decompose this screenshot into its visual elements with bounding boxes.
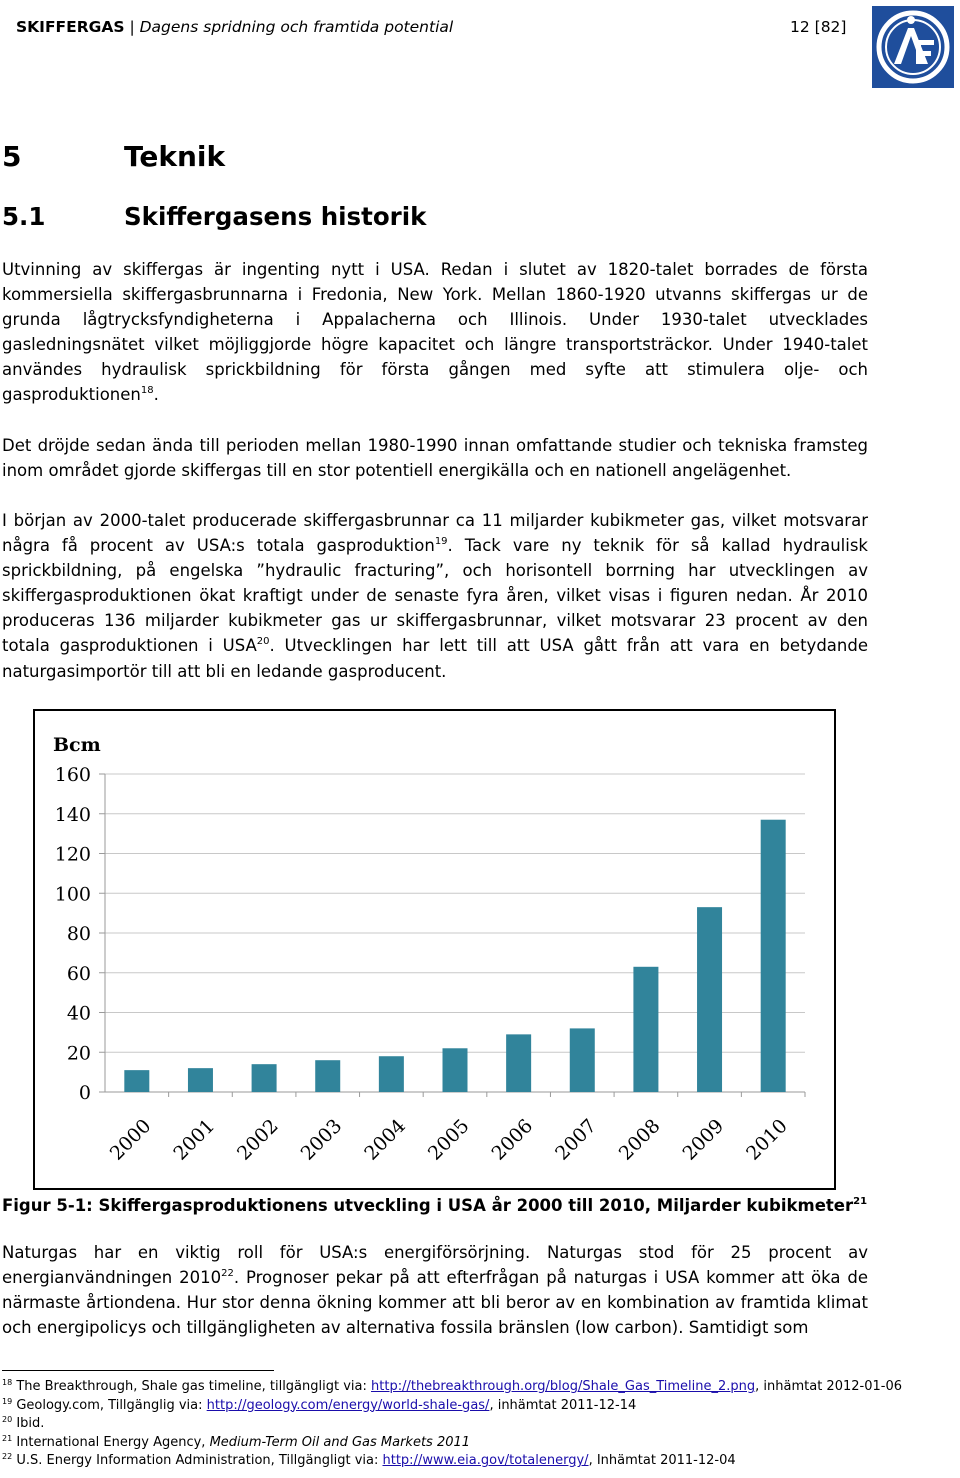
y-tick-label: 100	[54, 883, 91, 906]
paragraph-end: .	[153, 385, 159, 405]
x-tick-label: 2008	[614, 1114, 665, 1165]
bar-2007	[570, 1028, 595, 1092]
footnote-date: , inhämtat 2012-01-06	[755, 1379, 902, 1394]
x-tick-label: 2004	[360, 1114, 410, 1165]
bar-2006	[506, 1034, 531, 1092]
x-tick-label: 2007	[551, 1114, 601, 1165]
footnote-22	[2, 1452, 952, 1471]
x-tick-label: 2001	[169, 1114, 220, 1165]
x-tick-label: 2005	[423, 1114, 474, 1165]
bar-2002	[252, 1064, 277, 1092]
organization-logo	[872, 6, 954, 88]
footnote-title: Medium-Term Oil and Gas Markets 2011	[209, 1434, 471, 1450]
bar-2001	[188, 1068, 213, 1092]
footnote-link[interactable]: http://thebreakthrough.org/blog/Shale_Gas_Timeline_2.png	[371, 1379, 756, 1394]
footnote-text: U.S. Energy Information Administration, Tillgängligt via:	[16, 1453, 383, 1469]
footnote-18	[2, 1378, 952, 1397]
footnote-ref: 21	[853, 1196, 868, 1207]
y-tick-label: 160	[54, 764, 91, 786]
footnote-date: , Inhämtat 2011-12-04	[588, 1453, 736, 1469]
paragraph-demand	[2, 1240, 868, 1340]
x-tick-label: 2006	[487, 1114, 538, 1165]
footnote-text: The Breakthrough, Shale gas timeline, tillgängligt via:	[16, 1379, 372, 1394]
footnote-text: Geology.com, Tillgänglig via:	[16, 1397, 207, 1413]
footnotes	[2, 1378, 952, 1471]
x-tick-label: 2000	[105, 1114, 156, 1165]
subsection-heading	[2, 202, 426, 231]
bar-chart	[35, 711, 834, 1188]
paragraph-text: Naturgas har en viktig roll för USA:s energiförsörjning. Naturgas stod för 25 procent av energianvändningen 2010	[2, 1243, 868, 1288]
footnote-ref: 18	[140, 385, 154, 397]
paragraph-text: Det dröjde sedan ända till perioden mellan 1980-1990 innan omfattande studier och tekniska framsteg inom området gjorde skiffergas till en stor potentiell energikälla och en nationell angelägenhet.	[2, 436, 868, 481]
subsection-title: Skiffergasens historik	[124, 202, 427, 231]
x-tick-label: 2002	[232, 1114, 283, 1165]
section-heading	[2, 140, 225, 173]
footnote-21	[2, 1434, 952, 1453]
section-number: 5	[2, 140, 22, 173]
header-subtitle: Dagens spridning och framtida potential	[139, 18, 454, 36]
page-number: 12 [82]	[790, 18, 847, 36]
bar-2000	[124, 1070, 149, 1092]
paragraph-text: . Tack vare ny teknik för så kallad hydraulisk sprickbildning, på engelska ”hydraulic fracturing”, och horisontell borrning har utvecklingen av skiffergasproduktionen ökat kraftigt under de senaste fyra åren, vilket visas i figuren nedan. År 2010 produceras 136 miljarder kubikmeter gas ur skiffergasbrunnar, vilket motsvarar 23 procent av den totala gasproduktionen i USA	[2, 536, 868, 656]
footnote-20	[2, 1415, 952, 1434]
y-tick-label: 0	[78, 1082, 91, 1104]
running-header	[16, 18, 453, 36]
header-separator: |	[124, 18, 140, 36]
y-tick-label: 40	[66, 1002, 91, 1025]
y-axis-label: Bcm	[53, 734, 101, 756]
footnote-number: 21	[2, 1433, 13, 1443]
y-tick-label: 20	[66, 1042, 91, 1065]
footnote-date: , inhämtat 2011-12-14	[489, 1397, 637, 1413]
y-tick-label: 80	[66, 923, 91, 945]
figure-caption	[2, 1196, 867, 1215]
y-tick-label: 120	[54, 843, 91, 866]
y-tick-label: 60	[66, 962, 91, 985]
footnote-ref: 22	[221, 1268, 234, 1280]
paragraph-text: . Prognoser pekar på att efterfrågan på naturgas i USA kommer att öka de närmaste årtiondena. Hur stor denna ökning kommer att bli beror av en kombination av framtida klimat och energipolicys och tillgängligheten av alternativa fossila bränslen (low carbon). Samtidigt som	[2, 1268, 868, 1338]
header-title: SKIFFERGAS	[16, 18, 125, 36]
bar-2005	[443, 1048, 468, 1092]
footnote-number: 18	[2, 1378, 13, 1387]
x-tick-label: 2010	[742, 1114, 792, 1165]
footnote-text: International Energy Agency,	[16, 1434, 210, 1450]
paragraph-text: Utvinning av skiffergas är ingenting nytt i USA. Redan i slutet av 1820-talet borrades de första kommersiella skiffergasbrunnarna i Fredonia, New York. Mellan 1860-1920 utvanns skiffergas ur de grunda lågtrycksfyndigheterna i Appalacherna och Illinois. Under 1930-talet utvecklades gasledningsnätet vilket möjliggjorde högre kapacitet och längre transportsträckor. Under 1940-talet användes hydraulisk sprickbildning för första gången med syfte att stimulera olje- och gasproduktionen	[2, 260, 868, 405]
footnote-ref: 19	[434, 536, 448, 548]
bar-2008	[633, 967, 658, 1092]
bar-2003	[315, 1060, 340, 1092]
paragraph-history	[2, 257, 868, 408]
caption-text: Figur 5-1: Skiffergasproduktionens utveckling i USA år 2000 till 2010, Miljarder kubikmeter	[2, 1196, 854, 1215]
footnote-link[interactable]: http://geology.com/energy/world-shale-gas/	[206, 1397, 490, 1413]
bar-2004	[379, 1056, 404, 1092]
footnote-19	[2, 1397, 952, 1416]
paragraph-text: . Utvecklingen har lett till att USA gått från att vara en betydande naturgasimportör till att bli en ledande gasproducent.	[2, 636, 868, 681]
paragraph-production	[2, 508, 868, 684]
footnote-link[interactable]: http://www.eia.gov/totalenergy/	[382, 1453, 589, 1469]
footnote-ref: 20	[256, 636, 270, 648]
paragraph-research	[2, 433, 868, 483]
y-tick-label: 140	[54, 803, 91, 826]
bar-2009	[697, 907, 722, 1092]
footnote-separator	[2, 1370, 274, 1371]
section-title: Teknik	[124, 140, 226, 173]
footnote-number: 20	[2, 1415, 13, 1425]
x-tick-label: 2009	[678, 1114, 729, 1165]
footnote-number: 19	[2, 1396, 13, 1406]
chart-frame	[33, 709, 836, 1190]
subsection-number: 5.1	[2, 202, 46, 231]
bar-2010	[761, 820, 786, 1092]
paragraph-text: I början av 2000-talet producerade skiffergasbrunnar ca 11 miljarder kubikmeter gas, vilket motsvarar några få procent av USA:s totala gasproduktion	[2, 511, 868, 556]
footnote-number: 22	[2, 1452, 13, 1462]
x-tick-label: 2003	[296, 1114, 347, 1165]
footnote-text: Ibid.	[16, 1416, 45, 1432]
